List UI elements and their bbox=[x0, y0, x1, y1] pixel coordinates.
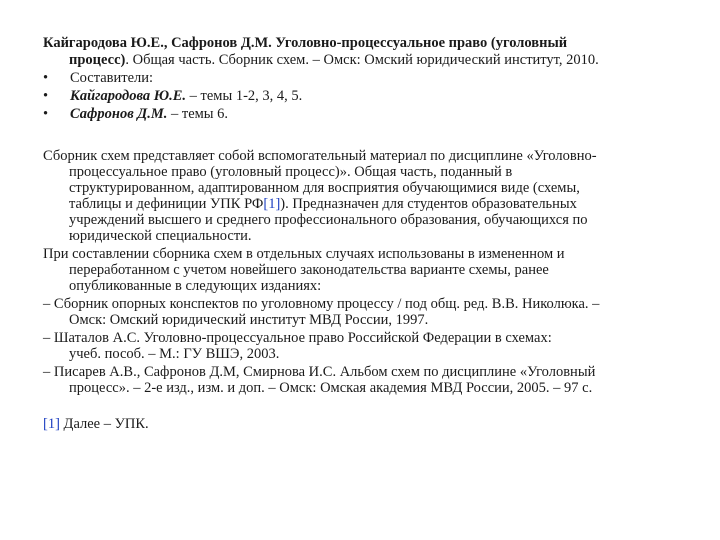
citation-line-1 bbox=[43, 35, 567, 52]
source-item: – Сборник опорных конспектов по уголовному процессу / под общ. ред. В.В. Николюка. – bbox=[43, 296, 600, 312]
footnote-link[interactable]: [1] bbox=[263, 196, 281, 212]
description-line: таблицы и дефиниции УПК РФ[1]). Предназначен для студентов образовательных bbox=[69, 196, 577, 212]
bullet-compilers-label: Составители: bbox=[70, 70, 154, 86]
source-item-cont: учеб. пособ. – М.: ГУ ВШЭ, 2003. bbox=[69, 346, 280, 362]
author-topics: – темы 1-2, 3, 4, 5. bbox=[186, 88, 303, 104]
citation-title: Уголовно-процессуальное право (уголовный bbox=[271, 35, 568, 51]
footnote-text: Далее – УПК. bbox=[59, 416, 149, 432]
footnote-ref-link[interactable]: [1] bbox=[43, 416, 60, 432]
sources-intro-line: переработанном с учетом новейшего законодательства варианте схемы, ранее bbox=[69, 262, 549, 278]
citation-title-cont: процесс) bbox=[69, 52, 126, 68]
bullet-marker: • bbox=[43, 88, 49, 104]
description-line: учреждений высшего и среднего профессионального образования, обучающихся по bbox=[69, 212, 588, 228]
description-line: процессуальное право (уголовный процесс)». Общая часть, поданный в bbox=[69, 164, 513, 180]
footnote bbox=[43, 416, 149, 433]
source-item-cont: процесс». – 2-е изд., изм. и доп. – Омск: Омская академия МВД России, 2005. – 97 с. bbox=[69, 380, 593, 396]
sources-intro-line: опубликованные в следующих изданиях: bbox=[69, 278, 322, 294]
source-item: – Писарев А.В., Сафронов Д.М, Смирнова И.С. Альбом схем по дисциплине «Уголовный bbox=[43, 364, 596, 380]
bullet-author-1 bbox=[70, 88, 302, 105]
author-topics: – темы 6. bbox=[167, 106, 229, 122]
citation-publisher: . Общая часть. Сборник схем. – Омск: Омский юридический институт, 2010. bbox=[125, 52, 599, 68]
citation-authors: Кайгародова Ю.Е., Сафронов Д.М. bbox=[43, 35, 272, 51]
description-line: структурированном, адаптированном для восприятия обучающимися виде (схемы, bbox=[69, 180, 580, 196]
source-item-cont: Омск: Омский юридический институт МВД России, 1997. bbox=[69, 312, 429, 328]
description-line: Сборник схем представляет собой вспомогательный материал по дисциплине «Уголовно- bbox=[43, 148, 597, 164]
source-item: – Шаталов А.С. Уголовно-процессуальное право Российской Федерации в схемах: bbox=[43, 330, 552, 346]
description-line: юридической специальности. bbox=[69, 228, 252, 244]
bullet-marker: • bbox=[43, 106, 49, 122]
author-name: Кайгародова Ю.Е. bbox=[70, 88, 186, 104]
sources-intro-line: При составлении сборника схем в отдельных случаях использованы в измененном и bbox=[43, 246, 565, 262]
bullet-marker: • bbox=[43, 70, 49, 86]
author-name: Сафронов Д.М. bbox=[70, 106, 168, 122]
citation-line-2 bbox=[69, 52, 599, 69]
bullet-author-2 bbox=[70, 106, 228, 123]
